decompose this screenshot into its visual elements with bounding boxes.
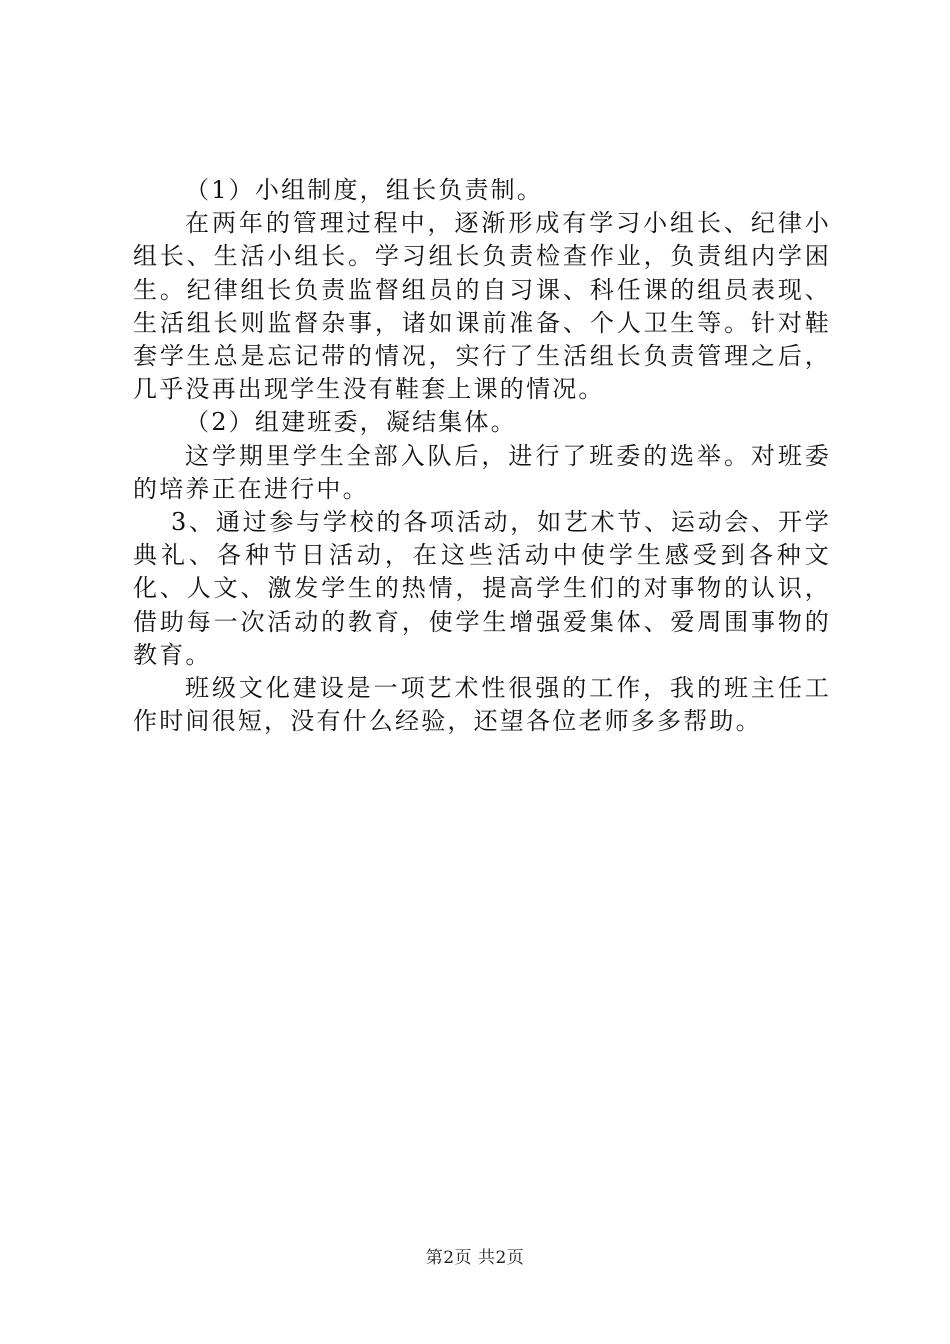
paragraph-conclusion: 班级文化建设是一项艺术性很强的工作，我的班主任工作时间很短，没有什么经验，还望各位老师多多帮助。 [133,674,831,736]
paragraph-class-committee: 这学期里学生全部入队后，进行了班委的选举。对班委的培养正在进行中。 [133,441,831,503]
paragraph-school-activities: 3、通过参与学校的各项活动，如艺术节、运动会、开学典礼、各种节日活动，在这些活动中使学生感受到各种文化、人文、激发学生的热情，提高学生们的对事物的认识，借助每一次活动的教育，使学生增强爱集体、爱周围事物的教育。 [133,508,831,669]
document-body [133,174,831,738]
page-number-footer: 第2页 共2页 [425,1248,525,1268]
paragraph-group-system: 在两年的管理过程中，逐渐形成有学习小组长、纪律小组长、生活小组长。学习组长负责检查作业，负责组内学困生。纪律组长负责监督组员的自习课、科任课的组员表现、生活组长则监督杂事，诸如课前准备、个人卫生等。针对鞋套学生总是忘记带的情况，实行了生活组长负责管理之后，几乎没再出现学生没有鞋套上课的情况。 [133,209,831,404]
paragraph-section-heading-1: （1）小组制度，组长负责制。 [185,176,544,204]
paragraph-section-heading-2: （2）组建班委，凝结集体。 [185,408,517,437]
